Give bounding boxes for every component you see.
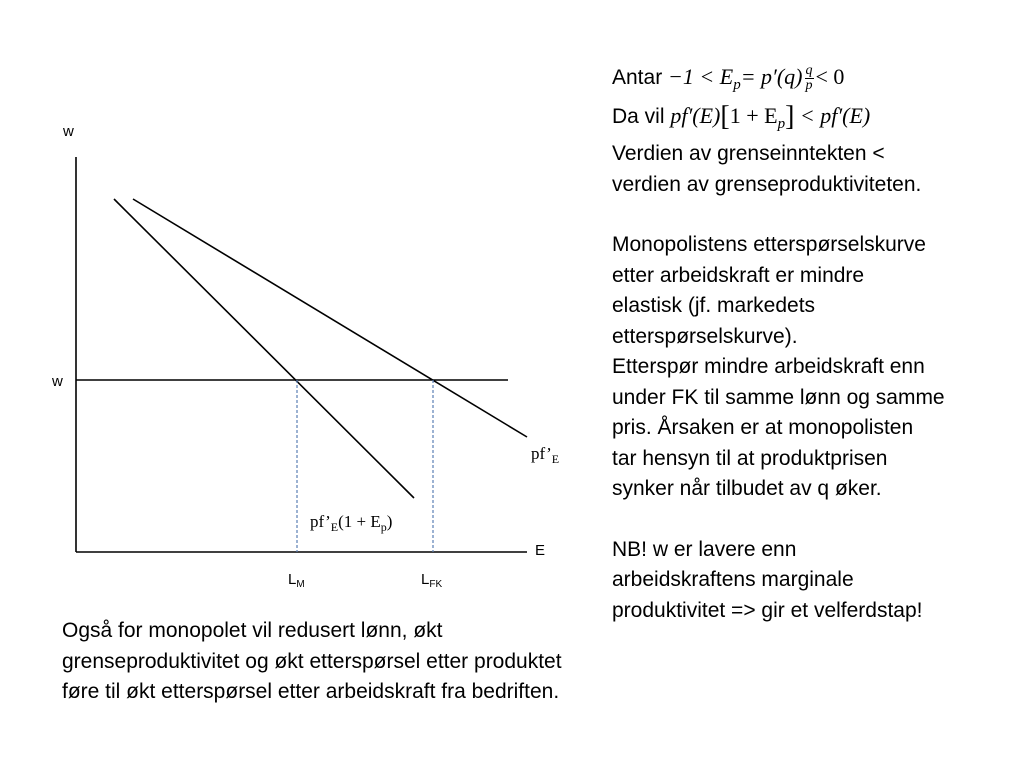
explanation-text — [612, 62, 1012, 626]
text-line: verdien av grenseproduktiviteten. — [612, 172, 922, 196]
text-line: NB! w er lavere enn — [612, 537, 797, 561]
lm-label: $L_M$ — [288, 571, 305, 590]
text-line: Monopolistens etterspørselskurve — [612, 233, 926, 256]
x-axis-label: E — [535, 542, 546, 559]
conclusion-text — [62, 616, 652, 708]
text-line: Verdien av grenseinntekten < — [612, 142, 885, 165]
curve-mrp — [114, 199, 414, 498]
assumption-line: Antar $-1 < E_p= p'(q)$ $\frac{q}{p}$ < 0 — [612, 63, 845, 94]
text-line: etter arbeidskraft er mindre — [612, 263, 865, 287]
mrp-formula: $pf'(E)[1 + E_p] < pf'(E)$ — [670, 100, 871, 132]
y-axis-label: w — [63, 123, 74, 140]
text-line: etterspørselskurve). — [612, 324, 798, 348]
curve-vmp — [133, 199, 527, 437]
elasticity-formula: $-1 < E_p= p'(q)$ $\frac{q}{p}$ < 0 — [668, 63, 845, 94]
lfk-label: $L_{FK}$ — [421, 571, 443, 590]
curve-vmp-label: $pf’_E$ — [531, 444, 560, 466]
text-line: pris. Årsaken er at monopolisten — [612, 416, 914, 439]
labor-demand-diagram — [0, 0, 620, 600]
text-line: synker når tilbudet av q øker. — [612, 477, 882, 500]
text-line: grenseproduktivitet og økt etterspørsel etter produktet — [62, 649, 562, 673]
text-line: Etterspør mindre arbeidskraft enn — [612, 355, 925, 378]
text-line: føre til økt etterspørsel etter arbeidskraft fra bedriften. — [62, 680, 560, 703]
curve-mrp-label: $pf’_E(1 + E_p)$ — [310, 512, 393, 534]
q-over-p-fraction: $\frac{q}{p}$ — [805, 63, 813, 94]
text-line: under FK til samme lønn og samme — [612, 385, 945, 409]
implication-line: Da vil $pf'(E)[1 + E_p] < pf'(E)$ — [612, 100, 871, 132]
text-line: arbeidskraftens marginale — [612, 568, 854, 591]
text-line: elastisk (jf. markedets — [612, 294, 816, 317]
text-line: tar hensyn til at produktprisen — [612, 446, 888, 470]
text-line: Også for monopolet vil redusert lønn, økt — [62, 619, 443, 642]
wage-label: w — [52, 373, 63, 390]
text-line: produktivitet => gir et velferdstap! — [612, 598, 923, 622]
